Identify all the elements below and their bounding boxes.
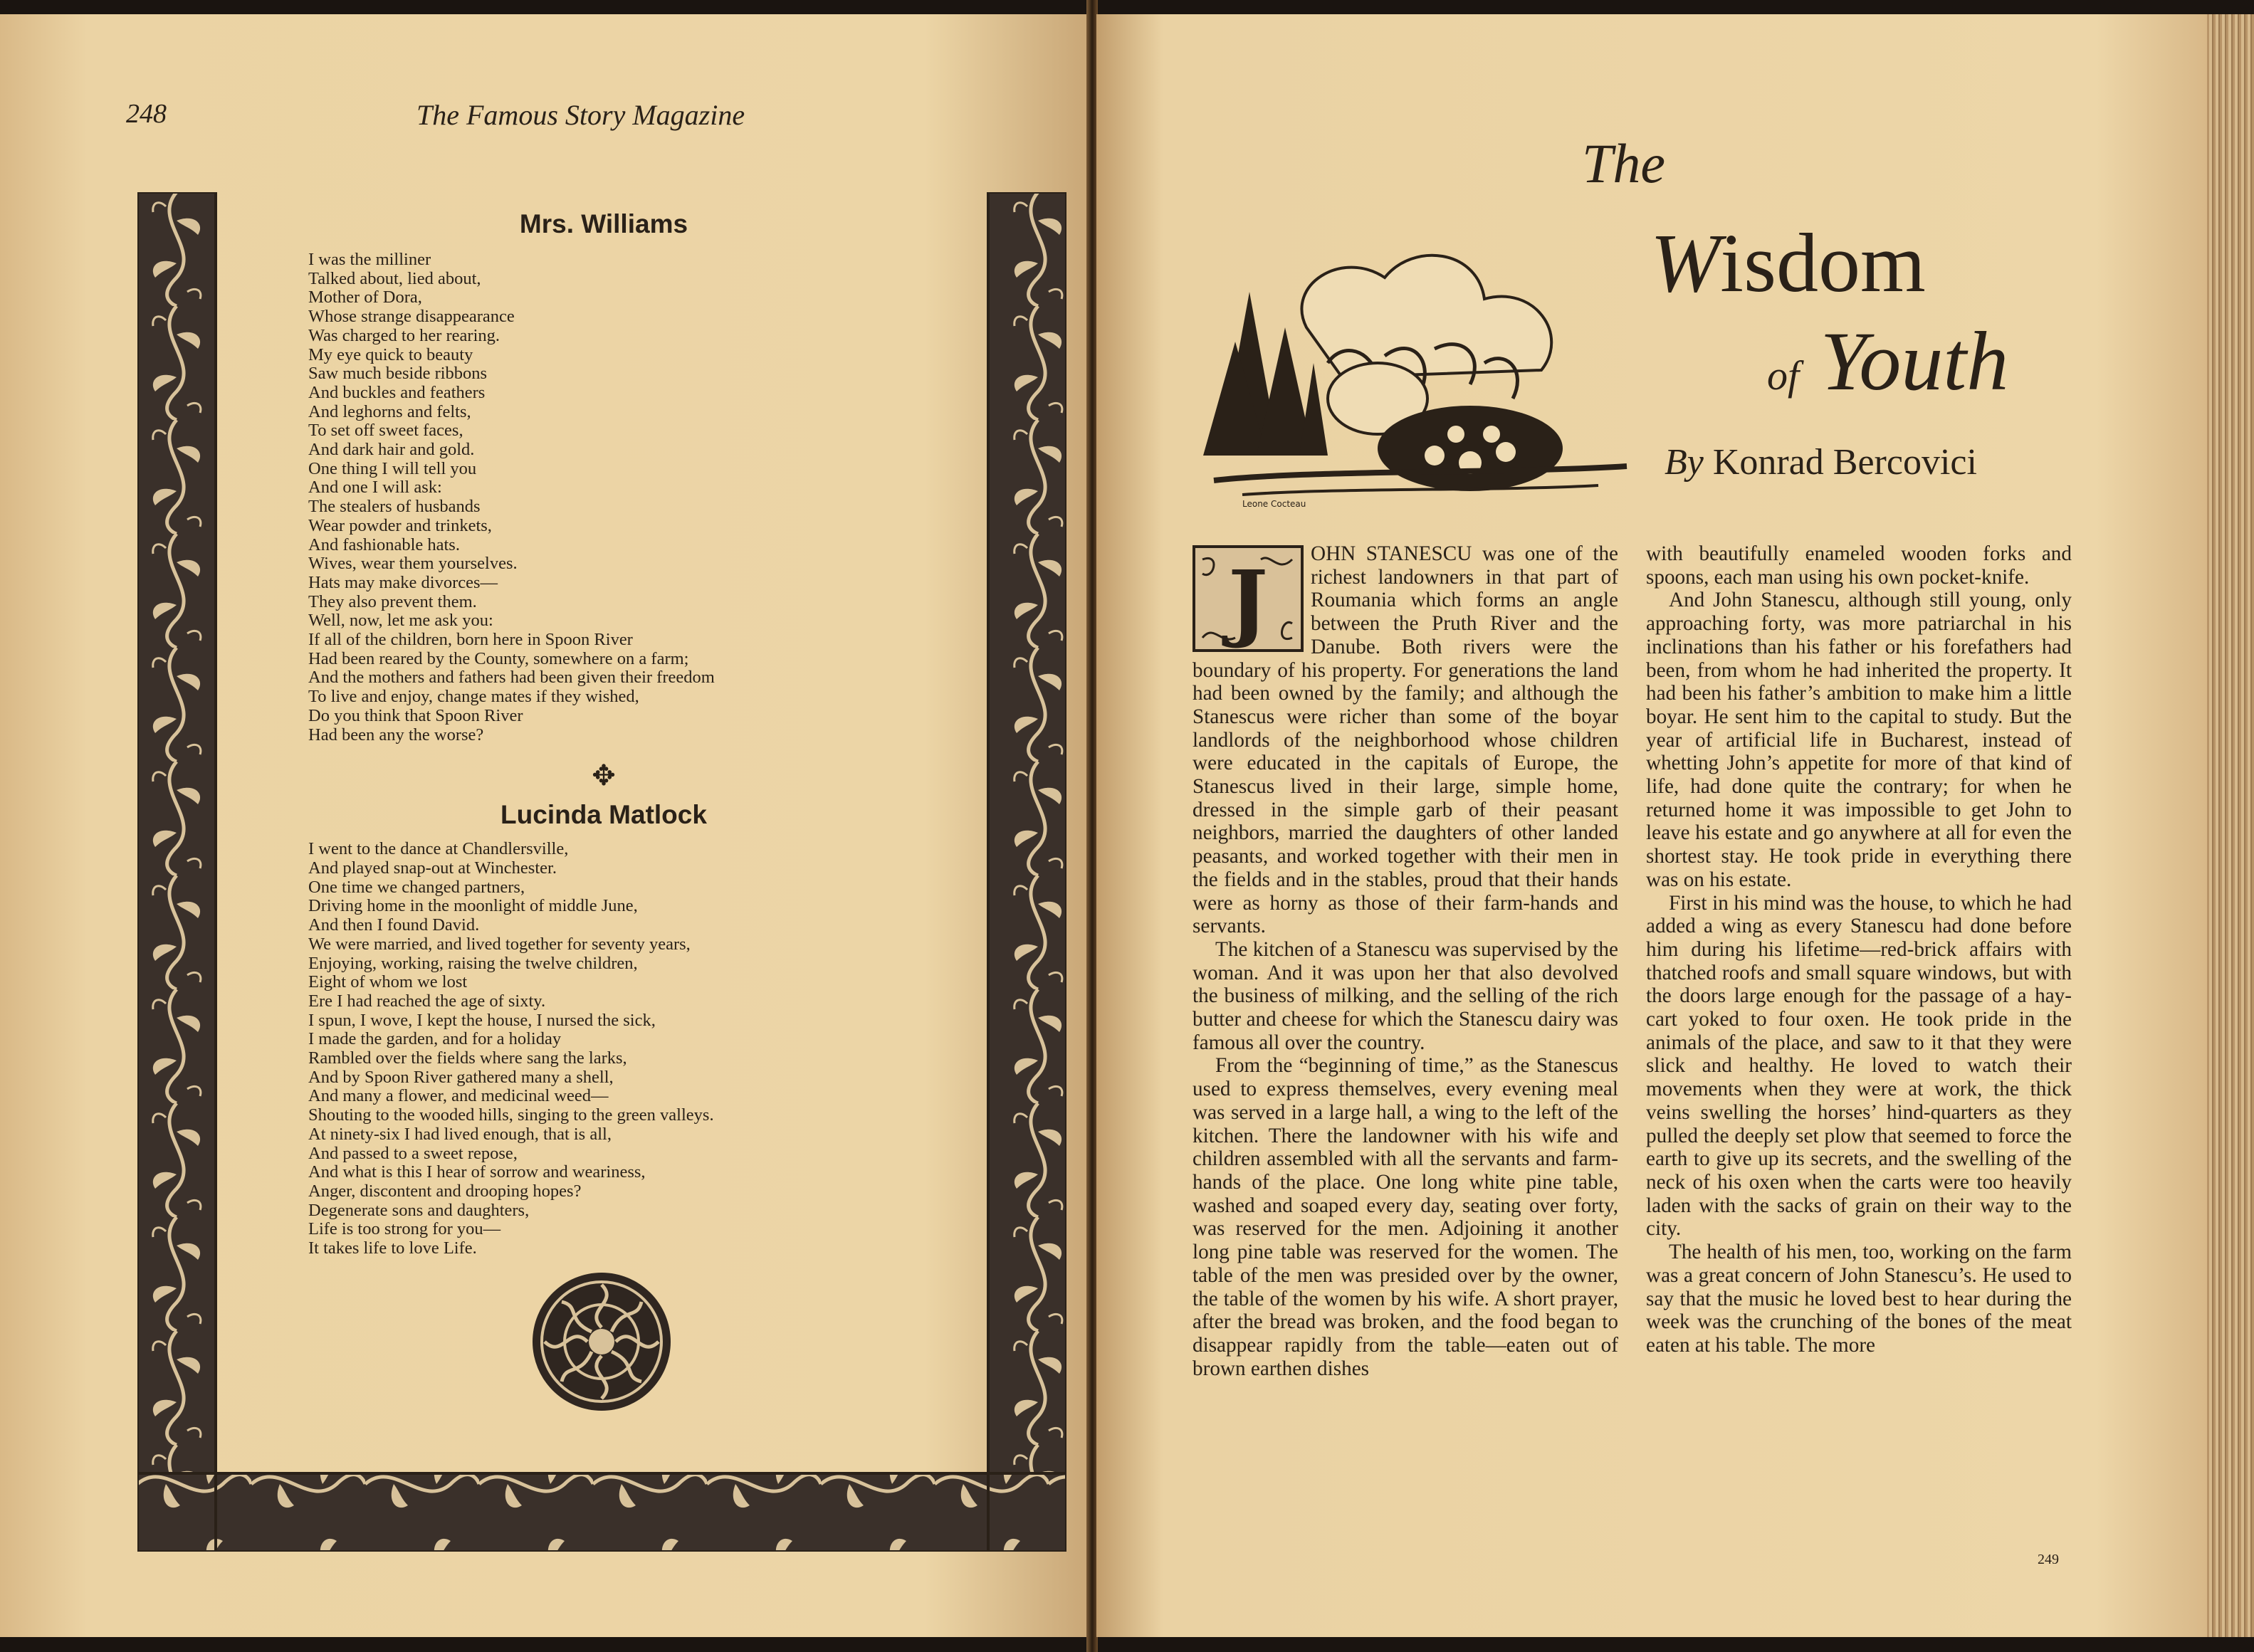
article-paragraph: The health of his men, too, working on the farm was a great concern of John Stanescu’s. He used to say that the music he loved best to hear during the week was the crunching of the bones of the meat eaten at his table. The more xyxy=(1646,1241,2072,1357)
poem-line: Was charged to her rearing. xyxy=(308,325,500,345)
left-folio: 248 xyxy=(126,99,167,129)
article-paragraph: with beautifully enameled wooden forks and spoons, each man using his own pocket-knife. xyxy=(1646,542,2072,589)
poem-line: My eye quick to beauty xyxy=(308,344,473,364)
poems-area xyxy=(223,201,985,1439)
running-head: The Famous Story Magazine xyxy=(416,99,745,131)
poem-line: It takes life to love Life. xyxy=(308,1238,477,1258)
page-edges xyxy=(2207,14,2254,1637)
poem-line: Eight of whom we lost xyxy=(308,972,468,992)
poem-line: Wives, wear them yourselves. xyxy=(308,554,518,574)
poem-line: Well, now, let me ask you: xyxy=(308,611,493,631)
poem-line: I went to the dance at Chandlersville, xyxy=(308,839,569,859)
poem-line: Enjoying, working, raising the twelve children, xyxy=(308,953,638,973)
poem-line: And one I will ask: xyxy=(308,478,442,498)
poem-line: Had been any the worse? xyxy=(308,725,484,745)
poem-line: And passed to a sweet repose, xyxy=(308,1143,518,1163)
title-the: The xyxy=(1582,132,1665,194)
title-of-youth xyxy=(1767,313,2008,410)
poem-line: Degenerate sons and daughters, xyxy=(308,1200,530,1220)
poem-line: I was the milliner xyxy=(308,250,431,269)
article-paragraph: First in his mind was the house, to which he had added a wing as every Stanescu had done before him during his lifetime—red-brick affairs with thatched roofs and small square windows, but with the doors large enough for the passage of a hay-cart yoked to four oxen. He took pride in the animals of the place, and saw to it that they were slick and healthy. He loved to watch their movements when they were at work, the thick veins swelling the horses’ hind-quarters as they pulled the deeply set plow that seemed to force the earth to give up its secrets, and the swelling of the neck of his oxen when the carts were too heavily laden with the sacks of grain on their way to the city. xyxy=(1646,891,2072,1241)
poem-line: Life is too strong for you— xyxy=(308,1219,501,1239)
poem-line: Ere I had reached the age of sixty. xyxy=(308,991,546,1011)
poem-title-lucinda-matlock: Lucinda Matlock xyxy=(500,800,707,830)
poem-line: Whose strange disappearance xyxy=(308,307,515,327)
article-paragraph: OHN STANESCU was one of the richest landowners in that part of Roumania which forms an angle between the Pruth River and the Danube. Both rivers were the boundary of his property. For generations the land had been owned by the family; and although the Stanescus were richer than some of the boyar landlords of the neighborhood whose children were educated in the capitals of Europe, the Stanescus lived in their large, simple home, dressed in the simple garb of their peasant neighbors, married the daughters of other landed peasants, and worked together with their men in the fields and in the stables, proud that their hands were as horny as those of their farm-hands and servants. xyxy=(1192,542,1618,938)
article-paragraph: The kitchen of a Stanescu was supervised by the woman. And it was upon her that also devolved the business of milking, and the selling of the rich butter and cheese for which the Stanescu dairy was famous all over the country. xyxy=(1192,937,1618,1054)
poem-line: And then I found David. xyxy=(308,915,480,935)
byline-by: By xyxy=(1665,442,1704,483)
illustration-signature: Leone Cocteau xyxy=(1242,499,1306,509)
poem-line: Do you think that Spoon River xyxy=(308,705,523,725)
section-ornament-glyph: ✥ xyxy=(592,759,616,793)
poem-line: Had been reared by the County, somewhere on a farm; xyxy=(308,648,689,668)
article-column-2 xyxy=(1646,542,2072,1357)
title-of: of xyxy=(1767,352,1800,399)
poem-line: One thing I will tell you xyxy=(308,458,477,478)
dropcap-letter: J xyxy=(1228,552,1268,651)
title-wisdom-rest: isdom xyxy=(1720,216,1926,310)
poem-line: Wear powder and trinkets, xyxy=(308,515,492,535)
poem-line: And what is this I hear of sorrow and weariness, xyxy=(308,1162,646,1182)
poem-line: Saw much beside ribbons xyxy=(308,364,488,384)
poem-line: And played snap-out at Winchester. xyxy=(308,858,557,878)
ornamental-frame xyxy=(137,192,1066,1552)
right-folio: 249 xyxy=(2038,1552,2059,1567)
poem-line: Driving home in the moonlight of middle June, xyxy=(308,896,638,916)
poem-line: The stealers of husbands xyxy=(308,497,481,517)
article-column-1 xyxy=(1192,542,1618,1380)
title-wisdom-initial: W xyxy=(1650,216,1721,310)
poem-line: Hats may make divorces— xyxy=(308,572,498,592)
poem-line: And buckles and feathers xyxy=(308,382,486,402)
poem-line: Rambled over the fields where sang the larks, xyxy=(308,1048,627,1068)
poem-line: Shouting to the wooded hills, singing to the green valleys. xyxy=(308,1105,714,1125)
poem-line: And the mothers and fathers had been given their freedom xyxy=(308,668,715,688)
poem-line: To set off sweet faces, xyxy=(308,421,463,441)
title-youth: Youth xyxy=(1820,315,2009,408)
poem-line: Talked about, lied about, xyxy=(308,268,481,288)
article-paragraph: And John Stanescu, although still young, only approaching forty, was more patriarchal in his inclinations than his father or his forefathers had been, from whom he had inherited the property. It had been his father’s ambition to make him a little boyar. He sent him to the capital to study. But the year of artificial life in Bucharest, instead of whetting John’s appetite for more of that kind of life, had done quite the contrary; for when he returned home it was impossible to get John to leave his estate and go anywhere at all for even the shortest stay. He took pride in everything there was on his estate. xyxy=(1646,589,2072,891)
byline xyxy=(1665,441,1977,483)
poem-line: Mother of Dora, xyxy=(308,288,422,307)
poem-line: And dark hair and gold. xyxy=(308,440,475,460)
poem-title-mrs-williams: Mrs. Williams xyxy=(519,209,688,238)
poem-line: We were married, and lived together for seventy years, xyxy=(308,934,691,954)
poem-line: I spun, I wove, I kept the house, I nursed the sick, xyxy=(308,1010,656,1030)
poem-lucinda-matlock xyxy=(308,840,985,1258)
poem-line: And leghorns and felts, xyxy=(308,401,471,421)
poem-line: They also prevent them. xyxy=(308,591,477,611)
dropcap-initial xyxy=(1192,545,1304,652)
poem-line: If all of the children, born here in Spoon River xyxy=(308,630,633,650)
poem-line: And by Spoon River gathered many a shell, xyxy=(308,1067,614,1087)
poem-line: And fashionable hats. xyxy=(308,535,460,554)
poem-line: One time we changed partners, xyxy=(308,877,525,897)
article-paragraph: From the “beginning of time,” as the Stanescus used to express themselves, every evening meal was served in a large hall, a wing to the left of the kitchen. There the landowner with his wife and children assembled with all the servants and farm-hands of the place. One long white pine table, washed and soaped every day, seating over forty, was reserved for the men. Adjoining it another long pine table was reserved for the women. The table of the men was presided over by the owner, the table of the women by his wife. A short prayer, after the bread was broken, and the food began to disappear rapidly from the table—eaten out of brown earthen dishes xyxy=(1192,1054,1618,1380)
poem-line: At ninety-six I had lived enough, that is all, xyxy=(308,1124,612,1144)
header-illustration xyxy=(1200,221,1637,512)
poem-line: Anger, discontent and drooping hopes? xyxy=(308,1181,582,1201)
poem-line: I made the garden, and for a holiday xyxy=(308,1029,562,1049)
byline-author: Konrad Bercovici xyxy=(1712,442,1977,483)
poem-mrs-williams xyxy=(308,251,985,745)
poem-line: To live and enjoy, change mates if they wished, xyxy=(308,687,639,707)
title-wisdom xyxy=(1650,215,1926,312)
poem-line: And many a flower, and medicinal weed— xyxy=(308,1086,609,1106)
